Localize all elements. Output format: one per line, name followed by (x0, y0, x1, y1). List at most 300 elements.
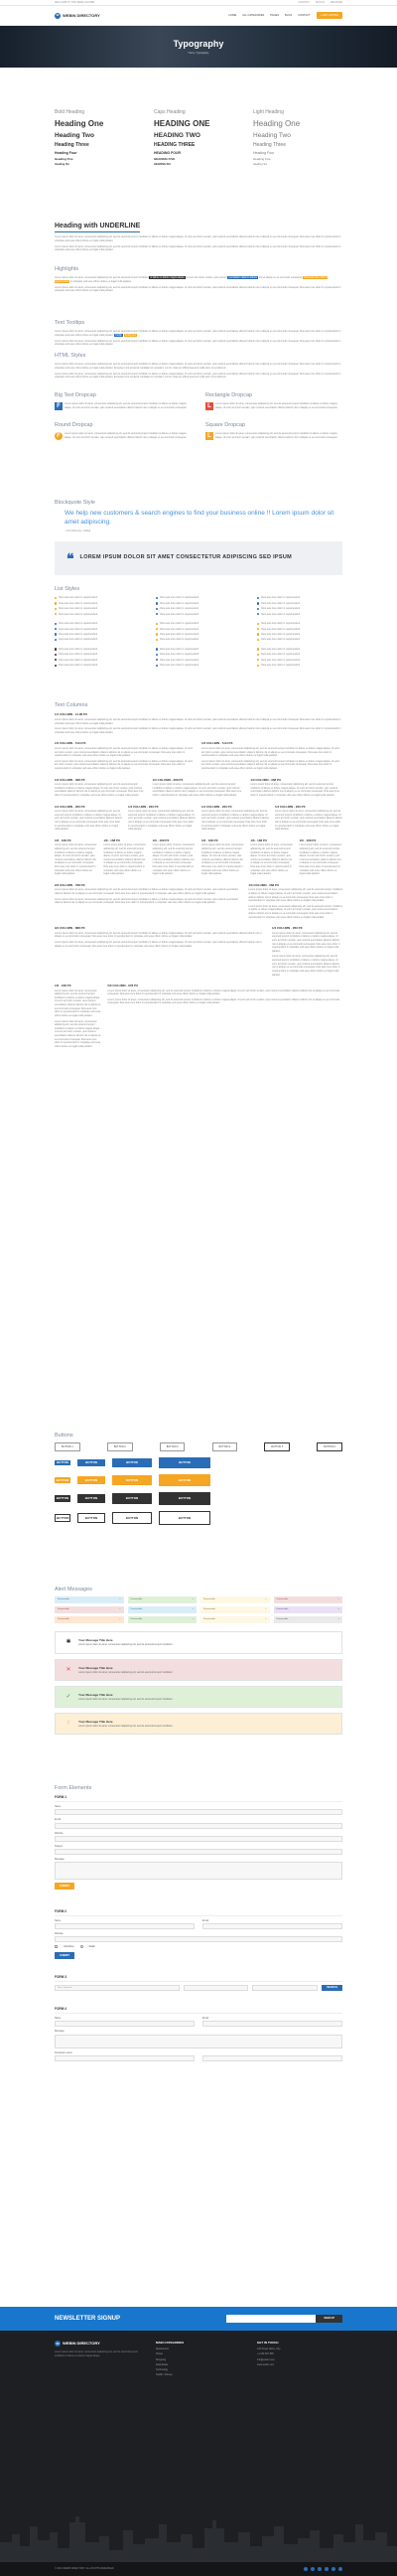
text-segment: in voluptate velit esse cillum dolore eu fugiat nulla pariatur. (69, 280, 132, 284)
alert-description: Lorem ipsum dolor sit amet, consectetur adipiscing elit, sed do eiusmod tempor incididunt. (78, 1697, 174, 1701)
styled-list (257, 648, 342, 670)
close-icon[interactable]: × (337, 1598, 339, 1601)
list-item (156, 628, 241, 631)
bullet-icon (55, 613, 57, 615)
bullet-icon (257, 648, 259, 650)
list-item (156, 664, 241, 667)
form-1-subject-input[interactable] (55, 1849, 342, 1855)
styled-list (55, 622, 140, 644)
footer-logo-text: WEBIN DIRECTORY (63, 2341, 100, 2347)
footer-category-link[interactable]: Technology (156, 2367, 169, 2371)
alert-message (55, 1659, 342, 1681)
bullet-icon (55, 602, 57, 604)
blockquote-box (55, 541, 342, 576)
column-text: Lorem ipsum dolor sit amet, consectetur adipiscing elit, sed do eiusmod tempor incididunt ut labore et dolore magna aliqua. Ut enim ad minim veniam, quis nostrud exercitation ullamco laboris nisi ut aliquip ex ea commodo consequat. Duis aute irure dolor in reprehenderit in voluptate velit esse cillum dolore eu fugiat nulla pariatur. (55, 843, 97, 876)
column-heading: 1/4 COLUMN - 263 PX (272, 926, 303, 931)
list-item-text: Duis aute irure dolor in reprehenderit (261, 632, 301, 636)
footer-category-link[interactable]: Restaurants (156, 2348, 169, 2351)
blockquote-text: We help new customers & search engines to find your business online !! Lorem ipsum dolor sit amet adipiscing. (65, 510, 334, 526)
column-heading: 1/4 COLUMN - 263 PX (55, 804, 85, 809)
blue-button-md[interactable]: BUTTON (112, 1458, 152, 1468)
welcome-text: WELCOME TO THE MEDIA CENTER (55, 0, 95, 4)
column-heading: 1/2 COLUMN - 5.94 PX (201, 741, 233, 746)
dropcap-title: Square Dropcap (205, 421, 246, 428)
column-text: Lorem ipsum dolor sit amet, consectetur adipiscing elit, sed do eiusmod tempor incididunt ut labore et dolore magna aliqua. Ut enim ad minim veniam, quis nostrud exercitation ullamco laboris nisi ut aliquip ex ea commodo consequat. Duis aute irure dolor in reprehenderit in voluptate velit esse cillum dolore eu fugiat nulla pariatur. (299, 843, 342, 876)
close-icon[interactable]: × (119, 1598, 121, 1601)
column-text: Lorem ipsum dolor sit amet, consectetur adipiscing elit, sed do eiusmod tempor incididunt ut labore et dolore magna aliqua. Ut enim ad minim veniam, quis nostrud exercitation ullamco laboris nisi ut aliquip ex ea commodo consequat. Duis aute irure dolor in reprehenderit in voluptate velit esse cillum dolore eu fugiat nulla pariatur. (55, 988, 101, 1017)
form-4-label-name: Name (55, 2017, 62, 2021)
text-columns-title: Text Columns (55, 702, 88, 708)
dropcap-title: Rectangle Dropcap (205, 392, 253, 398)
heading-six: Heading Six (55, 162, 69, 166)
form-2-website-input[interactable] (55, 1936, 342, 1942)
close-icon[interactable]: × (192, 1598, 194, 1601)
form-2-label-email: Email (202, 1918, 208, 1922)
text-column (107, 984, 342, 1050)
column-text: Lorem ipsum dolor sit amet, consectetur adipiscing elit, sed do eiusmod tempor incididunt ut labore et dolore magna aliqua. Ut enim ad minim veniam, quis nostrud exercitation ullamco laboris nisi ut aliquip ex ea commodo consequat. Duis aute irure dolor in reprehenderit in voluptate velit esse cillum dolore eu fugiat nulla pariatur. (250, 783, 339, 797)
list-item (55, 664, 140, 667)
underline-text: Lorem ipsum dolor sit amet, consectetur adipiscing elit, sed do eiusmod tempor incididunt ut labore et dolore magna aliqua. Ut enim ad minim veniam, quis nostrud exercitation ullamco laboris nisi ut aliquip ex ea commodo consequat. Duis aute irure dolor in reprehenderit in voluptate velit esse cillum dolore eu fugiat nulla pariatur. (55, 235, 341, 243)
alert-message (55, 1713, 342, 1735)
newsletter-email-input[interactable] (226, 2315, 316, 2323)
column-row (55, 805, 342, 833)
bullet-icon (55, 639, 57, 641)
alert-text: Dismissable (203, 1598, 215, 1601)
column-text: Lorem ipsum dolor sit amet, consectetur adipiscing elit, sed do eiusmod tempor incididunt ut labore et dolore magna aliqua. Ut enim ad minim veniam, quis nostrud exercitation ullamco laboris nisi ut aliquip ex ea commodo consequat. Duis aute irure dolor in reprehenderit in voluptate velit esse cillum dolore eu fugiat nulla pariatur. (55, 746, 194, 758)
outline-dark-button-xs[interactable]: BUTTON (55, 1514, 70, 1522)
column-text: Lorem ipsum dolor sit amet, consectetur adipiscing elit, sed do eiusmod tempor incididunt ut labore et dolore magna aliqua. Ut enim ad minim veniam, quis nostrud exercitation ullamco laboris nisi ut aliquip ex ea commodo consequat. Duis aute irure dolor in reprehenderit in voluptate velit esse cillum dolore eu fugiat nulla pariatur. (55, 717, 341, 725)
outline-dark-button-lg[interactable]: BUTTON (159, 1511, 210, 1525)
list-item (257, 653, 342, 656)
styled-list (55, 596, 140, 618)
logo-icon: W (56, 2341, 60, 2346)
rss-icon[interactable] (338, 2567, 342, 2571)
add-listing-button[interactable]: + ADD LISTING (317, 12, 342, 20)
checkbox[interactable] (55, 1945, 58, 1948)
footer-category-link[interactable]: Real Estate (156, 2362, 169, 2366)
text-column (55, 712, 342, 736)
list-item-text: Duis aute irure dolor in reprehenderit (160, 664, 199, 668)
column-text: Lorem ipsum dolor sit amet, consectetur adipiscing elit, sed do eiusmod tempor incididunt ut labore et dolore magna aliqua. Ut enim ad minim veniam, quis nostrud exercitation ullamco laboris nisi ut aliquip ex ea commodo consequat. Duis aute irure dolor in reprehenderit in voluptate velit esse cillum dolore eu fugiat nulla pariatur. (250, 843, 293, 876)
bold-headings (55, 109, 144, 168)
blue-button-xs[interactable]: BUTTON (55, 1460, 70, 1466)
list-item-text: Duis aute irure dolor in reprehenderit (160, 622, 199, 626)
dark-button-md[interactable]: BUTTON (112, 1493, 152, 1503)
dropdown-select-2[interactable] (202, 2055, 342, 2061)
bullet-icon (257, 659, 259, 661)
close-icon[interactable]: × (192, 1618, 194, 1621)
outline-dark-button-sm[interactable]: BUTTON (77, 1513, 105, 1523)
footer-category-link[interactable]: Shopping (156, 2357, 167, 2361)
list-item (257, 628, 342, 631)
blockquote-author: - John Makenzie, Gillfiad (65, 530, 91, 533)
blockquote-title: Blockquote Style (55, 500, 95, 506)
radio-label: Radio (88, 1945, 95, 1949)
highlights-title: Highlights (55, 266, 79, 272)
heading-five: HEADING FIVE (154, 157, 176, 162)
alert-message (55, 1686, 342, 1708)
linkedin-icon[interactable] (325, 2567, 329, 2571)
text-column (55, 883, 242, 921)
dark-button-sm[interactable]: BUTTON (77, 1494, 105, 1502)
nav-home[interactable]: HOME (228, 13, 237, 17)
column-text: Lorem ipsum dolor sit amet, consectetur adipiscing elit, sed do eiusmod tempor incididunt ut labore et dolore magna aliqua. Ut enim ad minim veniam, quis nostrud exercitation ullamco laboris nisi ut aliquip ex ea commodo consequat. Duis aute irure dolor in reprehenderit in voluptate velit esse cillum dolore eu fugiat nulla pariatur. (107, 988, 340, 996)
list-item-text: Duis aute irure dolor in reprehenderit (160, 612, 199, 616)
footer-category-link[interactable]: Hotels (156, 2352, 163, 2356)
close-icon[interactable]: × (337, 1618, 339, 1621)
column-heading: 1/4 COLUMN - 263 PX (128, 804, 159, 809)
column-text: Lorem ipsum dolor sit amet, consectetur adipiscing elit, sed do eiusmod tempor incididunt ut labore et dolore magna aliqua. Ut enim ad minim veniam, quis nostrud exercitation ullamco laboris nisi ut aliquip ex ea commodo consequat. Duis aute irure dolor in reprehenderit in voluptate velit esse cillum dolore eu fugiat nulla pariatur. (248, 904, 342, 919)
styled-list (156, 622, 241, 644)
lists-section (0, 586, 397, 669)
bullet-icon (156, 628, 158, 630)
light-headings (253, 109, 342, 168)
text-column (153, 778, 245, 800)
list-item (156, 633, 241, 636)
list-item-text: Duis aute irure dolor in reprehenderit (160, 638, 199, 642)
text-segment: Ut enim ad minim veniam, quis nostrud (185, 276, 228, 280)
logo-icon: W (56, 13, 60, 18)
list-item-text: Duis aute irure dolor in reprehenderit (160, 658, 199, 662)
list-item (257, 613, 342, 616)
text-segment: Lorem ipsum dolor sit amet, consectetur adipiscing elit, sed do eiusmod tempor incididunt ut labore et dolore magna aliqua. Ut enim ad minim veniam, quis nostrud exercitation ullamco laboris nisi ut aliquip ex ea commodo consequat. Duis aute irure dolor in reprehenderit in voluptate velit esse cillum dolore eu fugiat nulla pariatur. (55, 330, 341, 338)
text-column (55, 984, 101, 1050)
column-text: Lorem ipsum dolor sit amet, consectetur adipiscing elit, sed do eiusmod tempor incididunt ut labore et dolore magna aliqua. Ut enim ad minim veniam, quis nostrud exercitation ullamco laboris nisi ut aliquip ex ea commodo consequat. Duis aute irure dolor in reprehenderit in voluptate velit esse cillum dolore eu fugiat nulla pariatur. (55, 727, 341, 734)
styled-list (156, 596, 241, 618)
footer-contact-item[interactable]: www.webin.com (257, 2362, 275, 2366)
list-item (257, 664, 342, 667)
list-item-text: Duis aute irure dolor in reprehenderit (59, 627, 98, 631)
bullet-icon (156, 648, 158, 650)
bullet-icon (55, 659, 57, 661)
form-2-name-input[interactable] (55, 1923, 195, 1929)
light-heading-title: Light Heading (253, 109, 284, 115)
list-item-text: Duis aute irure dolor in reprehenderit (261, 653, 301, 657)
html-styles-title: HTML Styles (55, 353, 86, 359)
form-2-label-website: Website (55, 1931, 64, 1935)
pinterest-icon[interactable] (331, 2567, 335, 2571)
form-2-email-input[interactable] (202, 1923, 342, 1929)
text-column (272, 926, 342, 979)
alert-small (274, 1596, 343, 1603)
copyright-text: © 2016 WEBIN DIRECTORY. ALL RIGHTS RESERVED. (55, 2567, 115, 2571)
tooltip-trigger[interactable]: Tooltip (114, 334, 122, 338)
column-heading: 3/4 COLUMN - 888 PX (55, 926, 85, 931)
buttons-section (0, 1433, 397, 1531)
list-item-text: Duis aute irure dolor in reprehenderit (59, 607, 98, 611)
logo[interactable] (55, 13, 100, 19)
html-styles-text-2: Lorem ipsum dolor sit amet, consectetur adipiscing elit, sed do eiusmod tempor incididunt ut labore et dolore magna aliqua. Ut enim ad minim veniam, quis nostrud exercitation ullamco laboris nisi ut aliquip ex ea commodo consequat. Duis aute irure dolor in reprehenderit in voluptate velit esse cillum dolore eu fugiat nulla pariatur. Excepteur sint occaecat cupidatat non proident, sunt in culpa qui officia deserunt mollit anim id est laborum. (55, 372, 341, 379)
column-heading: 1/3 COLUMN - 368 PX (250, 777, 282, 782)
bullet-icon (257, 597, 259, 599)
form-3-select[interactable] (184, 1985, 249, 1991)
form-4-label-message: Message (55, 2030, 65, 2034)
text-column (201, 741, 342, 772)
styled-list (55, 648, 140, 670)
form-1-email-input[interactable] (55, 1823, 342, 1829)
alert-text: Dismissable (130, 1608, 143, 1611)
list-item-text: Duis aute irure dolor in reprehenderit (59, 664, 98, 668)
form-3-title: FORM 3 (55, 1975, 342, 1982)
footer-category-link[interactable]: Health / Fitness (156, 2373, 173, 2377)
highlight-orange: Duis aute irure dolor in reprehenderit (55, 276, 329, 284)
footer-contact-item[interactable]: 123 Street Name, City (257, 2348, 281, 2351)
dropdown-label: Dropdown select (55, 2050, 72, 2054)
bullet-icon (55, 628, 57, 630)
html-styles-text: Lorem ipsum dolor sit amet, consectetur adipiscing elit, sed do eiusmod tempor incididunt ut labore et dolore magna aliqua. Ut enim ad minim veniam, quis nostrud exercitation ullamco laboris nisi ut aliquip ex ea commodo consequat. Duis aute irure dolor in reprehenderit in voluptate velit esse cillum dolore eu fugiat nulla pariatur. Excepteur sint occaecat cupidatat non proident, sunt in culpa qui officia deserunt mollit anim id est laborum. (55, 363, 341, 371)
alert-small (200, 1596, 270, 1603)
column-heading: 1/4 COLUMN - 263 PX (201, 804, 232, 809)
dropcap-letter: F (55, 432, 63, 440)
list-item (156, 653, 241, 656)
underline-section (0, 222, 397, 254)
column-text: Lorem ipsum dolor sit amet, consectetur adipiscing elit, sed do eiusmod tempor incididunt ut labore et dolore magna aliqua. Ut enim ad minim veniam, quis nostrud exercitation ullamco laboris nisi ut aliquip ex ea commodo consequat. Duis aute irure dolor in reprehenderit in voluptate velit esse cillum dolore eu fugiat nulla pariatur. (152, 843, 196, 876)
alert-small (200, 1606, 270, 1613)
form-1-website-input[interactable] (55, 1836, 342, 1842)
footer-contact-item[interactable]: +1 234 567 890 (257, 2352, 274, 2356)
footer-categories-title: MAIN CATEGORIES (156, 2341, 185, 2345)
list-item (257, 596, 342, 599)
column-heading: 1/6 - 168 PX (152, 837, 170, 842)
bullet-icon (257, 613, 259, 615)
list-item-text: Duis aute irure dolor in reprehenderit (261, 607, 301, 611)
column-heading: 1/4 COLUMN - 263 PX (275, 804, 306, 809)
outline-button-4[interactable]: BUTTON 4 (212, 1442, 238, 1450)
dark-button-lg[interactable]: BUTTON (159, 1492, 210, 1504)
list-item-text: Duis aute irure dolor in reprehenderit (261, 627, 301, 631)
bullet-icon (257, 665, 259, 667)
form-1-submit-button[interactable]: SUBMIT (55, 1883, 74, 1890)
close-icon[interactable]: × (119, 1618, 121, 1621)
alert-message (55, 1631, 342, 1653)
alert-small (55, 1596, 124, 1603)
highlights-section (0, 266, 397, 295)
nav-pages[interactable]: PAGES (270, 13, 280, 17)
column-text: Lorem ipsum dolor sit amet, consectetur adipiscing elit, sed do eiusmod tempor incididunt ut labore et dolore magna aliqua. Ut enim ad minim veniam, quis nostrud exercitation ullamco laboris nisi ut aliquip ex ea commodo consequat. Duis aute irure dolor in reprehenderit in voluptate velit esse cillum dolore eu fugiat nulla pariatur. (55, 783, 144, 797)
list-item (156, 659, 241, 662)
column-row (55, 741, 342, 772)
list-item (156, 596, 241, 599)
close-icon[interactable]: × (265, 1598, 267, 1601)
form-4-message-textarea[interactable] (55, 2035, 342, 2048)
bullet-icon (156, 597, 158, 599)
list-item-text: Duis aute irure dolor in reprehenderit (261, 612, 301, 616)
dropcap-text: Lorem ipsum dolor sit amet, consectetur adipiscing elit, sed do eiusmod tempor incididunt ut labore et dolore magna aliqua. Ut enim ad minim veniam, quis nostrud exercitation ullamco laboris nisi ut aliquip ex ea commodo consequat. (65, 432, 188, 439)
list-item (257, 602, 342, 605)
outline-button-1[interactable]: BUTTON 1 (55, 1442, 80, 1450)
outline-button-6[interactable]: BUTTON 6 (317, 1442, 342, 1450)
close-icon[interactable]: × (119, 1608, 121, 1611)
list-item-text: Duis aute irure dolor in reprehenderit (59, 596, 98, 600)
orange-button-xs[interactable]: BUTTON (56, 1478, 69, 1483)
column-heading: 1/6 - 168 PX (250, 837, 267, 842)
list-item-text: Duis aute irure dolor in reprehenderit (59, 601, 98, 605)
list-item-text: Duis aute irure dolor in reprehenderit (261, 601, 301, 605)
heading-five: Heading Five (253, 157, 271, 162)
nav-categories[interactable]: ALL CATEGORIES (242, 13, 265, 17)
orange-button-sm[interactable]: BUTTON (77, 1476, 105, 1484)
bullet-icon (55, 597, 57, 599)
list-item (55, 607, 140, 610)
alerts-title: Alert Messages (55, 1587, 92, 1592)
dark-button-xs[interactable]: BUTTON (56, 1496, 69, 1501)
blue-button-lg[interactable]: BUTTON (159, 1457, 210, 1469)
alert-icon: ! (67, 1721, 69, 1728)
bullet-icon (257, 608, 259, 610)
close-icon[interactable]: × (265, 1608, 267, 1611)
list-item-text: Duis aute irure dolor in reprehenderit (261, 622, 301, 626)
form-2-title: FORM 2 (55, 1909, 342, 1916)
nav-blog[interactable]: BLOG (285, 13, 293, 17)
orange-button-lg[interactable]: BUTTON (159, 1474, 210, 1486)
list-item-text: Duis aute irure dolor in reprehenderit (160, 596, 199, 600)
alert-small (274, 1616, 343, 1623)
form-1-title: FORM 1 (55, 1795, 342, 1802)
form-3-search-button[interactable]: SEARCH (322, 1985, 342, 1992)
outline-button-5[interactable]: BUTTON 5 (264, 1442, 290, 1450)
text-column (103, 838, 146, 878)
form-4-email-input[interactable] (202, 2021, 342, 2027)
blue-button-sm[interactable]: BUTTON (77, 1459, 105, 1467)
facebook-icon[interactable] (304, 2567, 308, 2571)
tooltip-trigger-2[interactable]: Tooltip text (124, 334, 136, 338)
alert-text: Dismissable (276, 1608, 289, 1611)
list-item-text: Duis aute irure dolor in reprehenderit (160, 647, 199, 651)
list-item (156, 607, 241, 610)
list-item (55, 659, 140, 662)
column-text: Lorem ipsum dolor sit amet, consectetur adipiscing elit, sed do eiusmod tempor incididunt ut labore et dolore magna aliqua. Ut enim ad minim veniam, quis nostrud exercitation ullamco laboris nisi ut aliquip ex ea commodo consequat. Duis aute irure dolor in reprehenderit in voluptate velit esse cillum dolore eu fugiat nulla pariatur. (272, 955, 340, 977)
alert-text: Dismissable (58, 1618, 69, 1621)
alert-title: Your Message Title Here (78, 1665, 113, 1670)
styled-list (156, 648, 241, 670)
dropcap-big (55, 392, 192, 412)
column-heading: 1/3 COLUMN - 368 PX (55, 777, 85, 782)
logo-text: WEBIN DIRECTORY (63, 12, 100, 18)
copyright-bar (0, 2562, 397, 2576)
main-nav (0, 6, 397, 26)
top-link-signin[interactable]: SIGN IN (315, 0, 325, 4)
list-item (257, 633, 342, 636)
outline-button-3[interactable]: BUTTON 3 (160, 1442, 186, 1450)
bullet-icon (55, 633, 57, 635)
list-item-text: Duis aute irure dolor in reprehenderit (160, 607, 199, 611)
dropcap-title: Round Dropcap (55, 421, 93, 428)
form-1-label-website: Website (55, 1831, 64, 1835)
highlights-text (55, 276, 342, 283)
column-text: Lorem ipsum dolor sit amet, consectetur adipiscing elit, sed do eiusmod tempor incididunt ut labore et dolore magna aliqua. Ut enim ad minim veniam, quis nostrud exercitation ullamco laboris nisi ut aliquip ex ea commodo consequat. Duis aute irure dolor in reprehenderit in voluptate velit esse cillum dolore eu fugiat nulla pariatur. (201, 759, 340, 770)
alert-small (128, 1596, 198, 1603)
blockquote-section (0, 500, 397, 575)
alert-text: Dismissable (58, 1608, 69, 1611)
bullet-icon (156, 633, 158, 635)
text-column (201, 805, 269, 833)
column-heading: 1/1 COLUMN - 11.98 PX (55, 712, 88, 717)
top-link-contact[interactable]: CONTACT (298, 0, 310, 4)
alert-text: Dismissable (203, 1618, 215, 1621)
text-column (55, 838, 97, 878)
list-item (55, 596, 140, 599)
column-heading: 1/3 COLUMN - 368 PX (152, 777, 184, 782)
outline-dark-button-md[interactable]: BUTTON (112, 1512, 152, 1524)
text-column (55, 805, 122, 833)
column-row (55, 778, 342, 800)
column-text: Lorem ipsum dolor sit amet, consectetur adipiscing elit, sed do eiusmod tempor incididunt ut labore et dolore magna aliqua. Ut enim ad minim veniam, quis nostrud exercitation ullamco laboris nisi ut aliquip ex ea commodo consequat. Duis aute irure dolor in reprehenderit in voluptate velit esse cillum dolore eu fugiat nulla pariatur. (272, 931, 340, 953)
google-plus-icon[interactable] (318, 2567, 322, 2571)
styled-list (257, 596, 342, 618)
list-item-text: Duis aute irure dolor in reprehenderit (59, 658, 98, 662)
footer (0, 2331, 397, 2576)
dropdown-select-1[interactable] (55, 2055, 195, 2061)
tooltips-section (0, 320, 397, 349)
heading-two: HEADING TWO (154, 131, 200, 139)
underline-text-2: Lorem ipsum dolor sit amet, consectetur adipiscing elit, sed do eiusmod tempor incididunt ut labore et dolore magna aliqua. Ut enim ad minim veniam, quis nostrud exercitation ullamco laboris nisi ut aliquip ex ea commodo consequat. Duis aute irure dolor in reprehenderit in voluptate velit esse cillum dolore eu fugiat nulla pariatur. (55, 244, 341, 252)
footer-logo[interactable] (55, 2341, 140, 2347)
heading-three: HEADING THREE (154, 142, 196, 149)
text-segment: nisi ut aliquip ex ea commodo consequat. (258, 276, 304, 280)
outline-button-2[interactable]: BUTTON 2 (107, 1442, 133, 1450)
text-column (250, 778, 342, 800)
list-item (156, 638, 241, 641)
list-item (156, 622, 241, 625)
footer-about: Lorem ipsum dolor sit amet, consectetur adipiscing elit, sed do eiusmod tempor incididunt ut labore et dolore magna aliqua. (55, 2350, 138, 2357)
text-segment: Lorem ipsum dolor sit amet, consectetur adipiscing elit, sed do eiusmod tempor incididunt (55, 276, 150, 280)
column-text: Lorem ipsum dolor sit amet, consectetur adipiscing elit, sed do eiusmod tempor incididunt ut labore et dolore magna aliqua. Ut enim ad minim veniam, quis nostrud exercitation ullamco laboris nisi ut aliquip ex ea commodo consequat. Duis aute irure dolor in reprehenderit in voluptate velit esse cillum dolore eu fugiat nulla pariatur. (103, 843, 146, 876)
twitter-icon[interactable] (311, 2567, 315, 2571)
top-link-register[interactable]: REGISTER (330, 0, 342, 4)
heading-two: Heading Two (253, 131, 291, 139)
newsletter-signup-button[interactable]: SIGN UP (316, 2315, 342, 2324)
column-text: Lorem ipsum dolor sit amet, consectetur adipiscing elit, sed do eiusmod tempor incididunt ut labore et dolore magna aliqua. Ut enim ad minim veniam, quis nostrud exercitation ullamco laboris nisi ut aliquip ex ea commodo consequat. Duis aute irure dolor in reprehenderit in voluptate velit esse cillum dolore eu fugiat nulla pariatur. (55, 931, 262, 939)
close-icon[interactable]: × (337, 1608, 339, 1611)
close-icon[interactable]: × (265, 1618, 267, 1621)
alert-small (128, 1616, 198, 1623)
list-item-text: Duis aute irure dolor in reprehenderit (59, 638, 98, 642)
text-column (275, 805, 342, 833)
alert-icon: ✕ (66, 1666, 71, 1673)
bold-heading-title: Bold Heading (55, 109, 85, 115)
list-item-text: Duis aute irure dolor in reprehenderit (160, 653, 199, 657)
dropcap-text: Lorem ipsum dolor sit amet, consectetur adipiscing elit, sed do eiusmod tempor incididunt ut labore et dolore magna aliqua. Ut enim ad minim veniam, quis nostrud exercitation ullamco laboris nisi ut aliquip ex ea commodo consequat. (215, 432, 338, 439)
form-3-keyword-input[interactable]: Enter Keyword (55, 1985, 180, 1991)
column-heading: 2/3 COLUMN - 768 PX (55, 882, 85, 887)
orange-button-md[interactable]: BUTTON (112, 1475, 152, 1485)
list-item (55, 602, 140, 605)
form-4-name-input[interactable] (55, 2021, 195, 2027)
highlight-blue: exercitation ullamco laboris (228, 276, 258, 280)
list-item (257, 659, 342, 662)
headings-section (0, 109, 397, 168)
form-3-select-2[interactable] (252, 1985, 318, 1991)
close-icon[interactable]: × (192, 1608, 194, 1611)
form-2-submit-button[interactable]: SUBMIT (55, 1952, 74, 1959)
caps-heading-title: Caps Heading (154, 109, 186, 115)
form-1-message-textarea[interactable] (55, 1862, 342, 1880)
bullet-icon (55, 665, 57, 667)
form-1-name-input[interactable] (55, 1809, 342, 1815)
heading-one: Heading One (55, 118, 104, 128)
footer-contact-item[interactable]: info@webin.com (257, 2357, 275, 2361)
buttons-title: Buttons (55, 1433, 73, 1439)
column-text: Lorem ipsum dolor sit amet, consectetur adipiscing elit, sed do eiusmod tempor incididunt ut labore et dolore magna aliqua. Ut enim ad minim veniam, quis nostrud exercitation ullamco laboris nisi ut aliquip ex ea commodo consequat. Duis aute irure dolor in reprehenderit in voluptate velit esse cillum dolore eu fugiat nulla pariatur. (55, 888, 239, 895)
form-4-label-email: Email (202, 2017, 208, 2021)
radio[interactable] (80, 1945, 83, 1948)
alert-text: Dismissable (203, 1608, 215, 1611)
column-heading: 1/6 - 168 PX (55, 984, 71, 988)
heading-one: Heading One (253, 118, 301, 128)
nav-contact[interactable]: CONTACT (298, 13, 311, 17)
alert-text: Dismissable (130, 1598, 143, 1601)
heading-four: Heading Four (55, 151, 77, 156)
